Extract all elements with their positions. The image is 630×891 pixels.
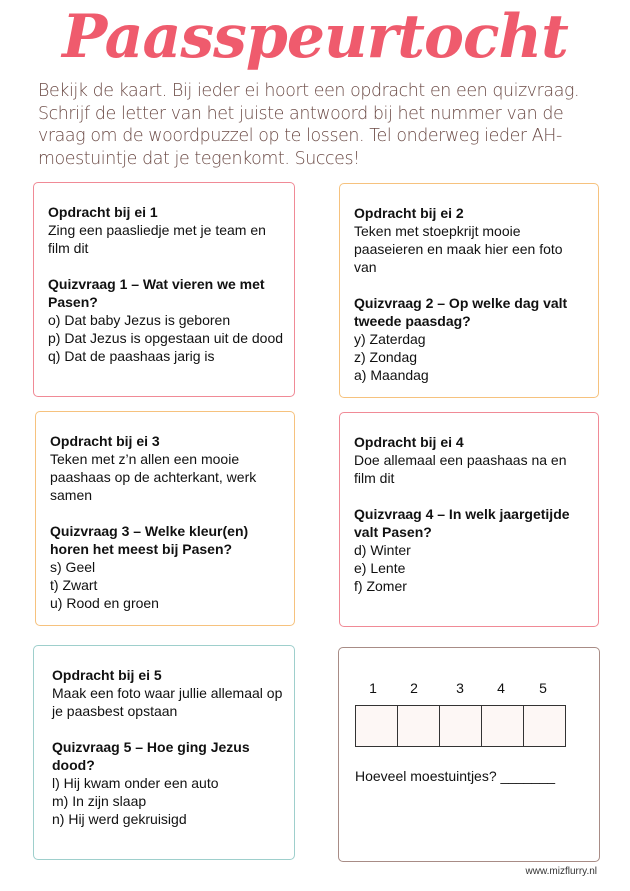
task-text: Teken met z’n allen een mooie paashaas op de achterkant, werk samen: [50, 451, 257, 503]
task-title: Opdracht bij ei 4: [354, 434, 464, 450]
footer-url: www.mizflurry.nl: [525, 866, 597, 877]
quiz-question: Quizvraag 2 – Op welke dag valt tweede paasdag?: [354, 295, 568, 329]
egg-card-4: [339, 412, 599, 627]
puzzle-number: 5: [539, 680, 547, 696]
answer-option: p) Dat Jezus is opgestaan uit de dood: [48, 330, 284, 346]
garden-count-field[interactable]: Hoeveel moestuintjes? _______: [355, 768, 556, 784]
puzzle-number: 4: [497, 680, 505, 696]
puzzle-number: 1: [369, 680, 377, 696]
puzzle-cell-4[interactable]: [482, 706, 524, 746]
task-title: Opdracht bij ei 3: [50, 433, 160, 449]
task-title: Opdracht bij ei 5: [52, 667, 162, 683]
egg-card-2: [339, 183, 599, 398]
quiz-question: Quizvraag 4 – In welk jaargetijde valt Pasen?: [354, 506, 570, 540]
egg-card-3: [35, 411, 295, 626]
answer-option: f) Zomer: [354, 578, 407, 594]
answer-option: m) In zijn slaap: [52, 793, 147, 809]
word-puzzle-card: [338, 647, 600, 862]
puzzle-cell-1[interactable]: [356, 706, 398, 746]
answer-option: z) Zondag: [354, 349, 418, 365]
task-text: Zing een paasliedje met je team en film dit: [48, 222, 266, 256]
answer-option: y) Zaterdag: [354, 331, 426, 347]
puzzle-cell-3[interactable]: [440, 706, 482, 746]
answer-option: t) Zwart: [50, 577, 98, 593]
answer-option: n) Hij werd gekruisigd: [52, 811, 187, 827]
task-title: Opdracht bij ei 2: [354, 205, 464, 221]
answer-option: d) Winter: [354, 542, 411, 558]
task-text: Doe allemaal een paashaas na en film dit: [354, 452, 567, 486]
intro-text: Bekijk de kaart. Bij ieder ei hoort een opdracht en een quizvraag. Schrijf de letter van het juiste antwoord bij het nummer van de vraag om de woordpuzzel op te lossen. Tel onderweg ieder AH-moestuintje dat je tegenkomt. Succes!: [38, 81, 580, 169]
task-text: Maak een foto waar jullie allemaal op je paasbest opstaan: [52, 685, 283, 719]
answer-option: e) Lente: [354, 560, 406, 576]
egg-card-5: [33, 645, 295, 860]
answer-option: l) Hij kwam onder een auto: [52, 775, 219, 791]
puzzle-number: 2: [410, 680, 418, 696]
quiz-question: Quizvraag 1 – Wat vieren we met Pasen?: [48, 276, 265, 310]
page-title: Paasspeurtocht: [62, 2, 568, 72]
answer-option: s) Geel: [50, 559, 96, 575]
task-title: Opdracht bij ei 1: [48, 204, 158, 220]
puzzle-number: 3: [456, 680, 464, 696]
quiz-question: Quizvraag 5 – Hoe ging Jezus dood?: [52, 739, 250, 773]
task-text: Teken met stoepkrijt mooie paaseieren en maak hier een foto van: [354, 223, 563, 275]
answer-option: q) Dat de paashaas jarig is: [48, 348, 215, 364]
puzzle-cell-2[interactable]: [398, 706, 440, 746]
puzzle-grid: [355, 705, 566, 747]
answer-option: a) Maandag: [354, 367, 429, 383]
quiz-question: Quizvraag 3 – Welke kleur(en) horen het meest bij Pasen?: [50, 523, 249, 557]
answer-option: o) Dat baby Jezus is geboren: [48, 312, 231, 328]
answer-option: u) Rood en groen: [50, 595, 159, 611]
puzzle-cell-5[interactable]: [524, 706, 565, 746]
egg-card-1: [33, 182, 295, 397]
